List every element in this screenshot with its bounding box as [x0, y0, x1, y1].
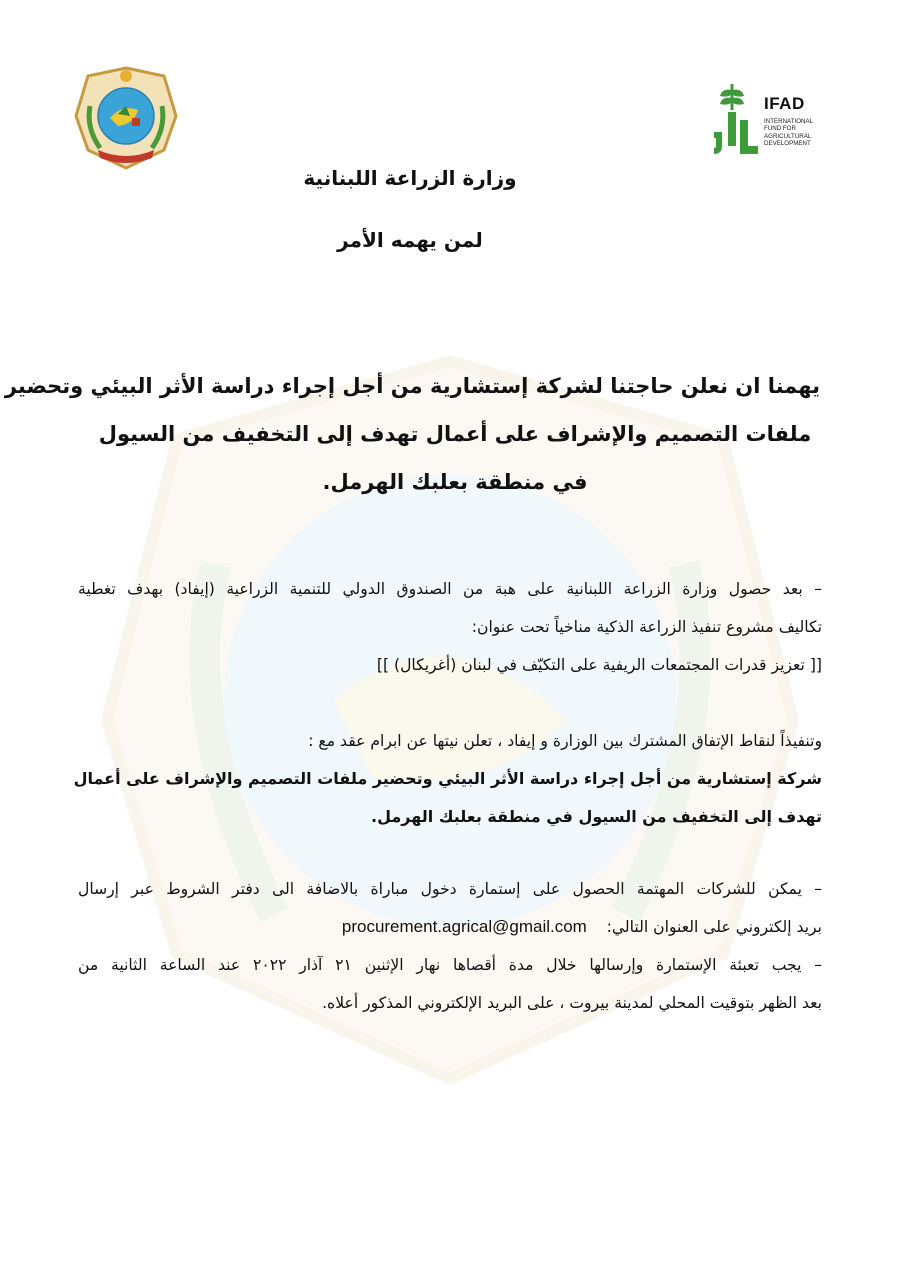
ministry-logo-icon — [72, 66, 180, 170]
paragraph-contract — [73, 722, 822, 836]
paragraph-line: وتنفيذاً لنقاط الإتفاق المشترك بين الوزارة و إيفاد ، تعلن نيتها عن ابرام عقد مع : — [308, 732, 822, 750]
project-title-line: [[ تعزيز قدرات المجتمعات الريفية على التكيّف في لبنان (أغريكال) ]] — [376, 656, 822, 674]
paragraph-line: – يجب تعبئة الإستمارة وإرسالها خلال مدة أقصاها نهار الإثنين ٢١ آذار ٢٠٢٢ عند الساعة الثانية من — [78, 956, 822, 974]
paragraph-line: بعد الظهر بتوقيت المحلي لمدينة بيروت ، على البريد الإلكتروني المذكور أعلاه. — [322, 994, 822, 1012]
ministry-title: وزارة الزراعة اللبنانية — [303, 166, 517, 190]
announcement-line: في منطقة بعلبك الهرمل. — [322, 470, 588, 494]
email-label: بريد إلكتروني على العنوان التالي: — [606, 918, 822, 936]
paragraph-line: – يمكن للشركات المهتمة الحصول على إستمارة دخول مباراة بالاضافة الى دفتر الشروط عبر إرسال — [78, 880, 822, 898]
paragraph-line: – بعد حصول وزارة الزراعة اللبنانية على هبة من الصندوق الدولي للتنمية الزراعية (إيفاد) بهدف تغطية — [78, 580, 822, 598]
to-whom-heading: لمن يهمه الأمر — [337, 228, 483, 252]
announcement-title — [4, 362, 820, 506]
ifad-logo-icon — [710, 80, 760, 156]
ifad-name: IFAD — [764, 94, 805, 113]
paragraph-instructions — [78, 870, 822, 1022]
email-line — [78, 908, 822, 946]
contract-scope-line: شركة إستشارية من أجل إجراء دراسة الأثر البيئي وتحضير ملفات التصميم والإشراف على أعمال — [73, 769, 822, 788]
announcement-line: يهمنا ان نعلن حاجتنا لشركة إستشارية من أجل إجراء دراسة الأثر البيئي وتحضير — [4, 374, 820, 398]
email-address-link[interactable]: procurement.agrical@gmail.com — [341, 917, 587, 936]
ifad-logo — [710, 80, 830, 160]
announcement-line: ملفات التصميم والإشراف على أعمال تهدف إلى التخفيف من السيول — [98, 422, 812, 446]
paragraph-line: تكاليف مشروع تنفيذ الزراعة الذكية مناخياً تحت عنوان: — [471, 618, 822, 636]
paragraph-grant — [78, 570, 822, 684]
ifad-full-name: INTERNATIONAL FUND FOR AGRICULTURAL DEVELOPMENT — [764, 118, 814, 148]
contract-scope-line: تهدف إلى التخفيف من السيول في منطقة بعلبك الهرمل. — [371, 807, 822, 826]
